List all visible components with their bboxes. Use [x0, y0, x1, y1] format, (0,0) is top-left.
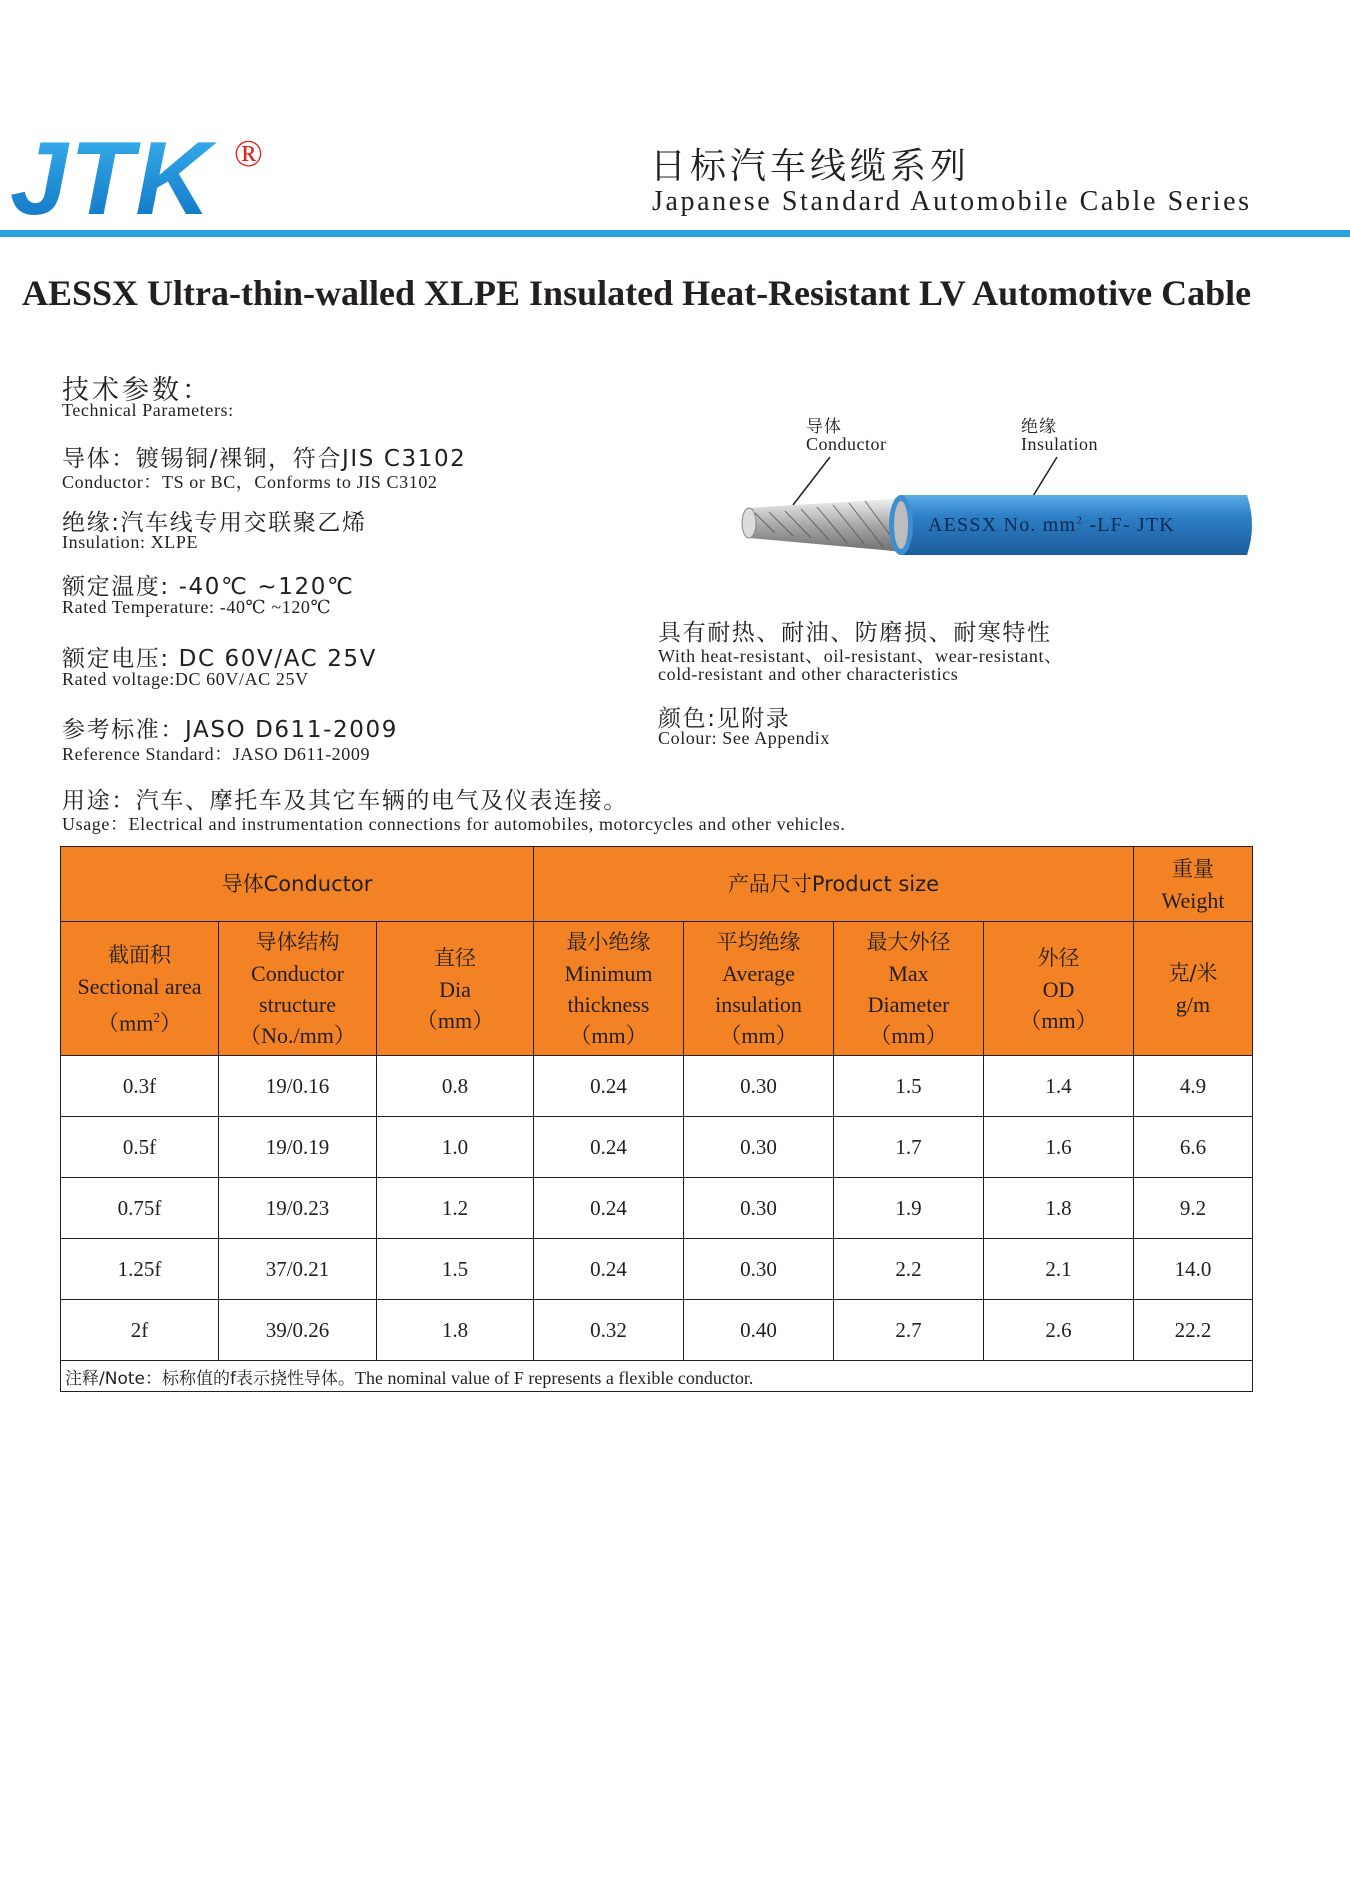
- characteristics-en-line1: With heat-resistant、oil-resistant、wear-resistant、: [658, 646, 1063, 666]
- cell-dia: 1.5: [377, 1239, 534, 1300]
- cell-min-thickness: 0.24: [534, 1117, 684, 1178]
- cell-sectional-area: 0.75f: [61, 1178, 219, 1239]
- svg-text:®: ®: [234, 133, 263, 175]
- cell-conductor-structure: 39/0.26: [219, 1300, 377, 1361]
- cell-od: 1.6: [984, 1117, 1134, 1178]
- tech-params-heading-en: Technical Parameters:: [62, 400, 234, 420]
- table-group-header-row: [61, 847, 1253, 922]
- group-header-conductor: 导体Conductor: [61, 847, 534, 922]
- insulation-spec-cn: 绝缘:汽车线专用交联聚乙烯: [62, 510, 367, 536]
- cell-od: 2.1: [984, 1239, 1134, 1300]
- cell-avg-insulation: 0.30: [684, 1239, 834, 1300]
- cell-sectional-area: 2f: [61, 1300, 219, 1361]
- series-title-en: Japanese Standard Automobile Cable Series: [652, 186, 1252, 217]
- col-header-min-thickness: 最小绝缘 Minimum thickness （mm）: [534, 922, 684, 1056]
- usage-en: Usage：Electrical and instrumentation connections for automobiles, motorcycles and other vehicles.: [62, 814, 846, 834]
- cell-min-thickness: 0.32: [534, 1300, 684, 1361]
- col-header-sectional-area: 截面积 Sectional area $(mm^2)$: [61, 922, 219, 1056]
- conductor-label-en: Conductor: [806, 434, 887, 454]
- usage-cn: 用途：汽车、摩托车及其它车辆的电气及仪表连接。: [62, 788, 628, 814]
- product-title: AESSX Ultra-thin-walled XLPE Insulated Heat-Resistant LV Automotive Cable: [22, 273, 1252, 313]
- cell-avg-insulation: 0.30: [684, 1178, 834, 1239]
- svg-text:JTK: JTK: [10, 128, 213, 228]
- cell-conductor-structure: 19/0.16: [219, 1056, 377, 1117]
- cell-max-diameter: 1.9: [834, 1178, 984, 1239]
- cable-print-marking: AESSX No. $mm^2$ -LF- JTK: [928, 514, 1175, 536]
- cell-conductor-structure: 37/0.21: [219, 1239, 377, 1300]
- col-header-avg-insulation: 平均绝缘 Average insulation （mm）: [684, 922, 834, 1056]
- table-note-row: [61, 1361, 1253, 1392]
- table-row: [61, 1117, 1253, 1178]
- conductor-spec-cn: 导体：镀锡铜/裸铜，符合JIS C3102: [62, 446, 467, 472]
- rated-temperature-cn: 额定温度: -40℃ ~120℃: [62, 574, 355, 600]
- header-divider: [0, 230, 1350, 237]
- cell-avg-insulation: 0.30: [684, 1056, 834, 1117]
- jtk-logo: [8, 128, 278, 228]
- cell-max-diameter: 2.7: [834, 1300, 984, 1361]
- cell-max-diameter: 2.2: [834, 1239, 984, 1300]
- series-title-cn: 日标汽车线缆系列: [650, 146, 971, 187]
- col-header-dia: 直径 Dia （mm）: [377, 922, 534, 1056]
- cell-min-thickness: 0.24: [534, 1239, 684, 1300]
- table-row: [61, 1178, 1253, 1239]
- reference-standard-en: Reference Standard：JASO D611-2009: [62, 744, 371, 764]
- spec-table: [60, 846, 1253, 1392]
- cell-weight: 9.2: [1134, 1178, 1253, 1239]
- cell-avg-insulation: 0.30: [684, 1117, 834, 1178]
- insulation-spec-en: Insulation: XLPE: [62, 532, 199, 552]
- cell-avg-insulation: 0.40: [684, 1300, 834, 1361]
- reference-standard-cn: 参考标准：JASO D611-2009: [62, 717, 398, 743]
- colour-en: Colour: See Appendix: [658, 728, 830, 748]
- col-header-conductor-structure: 导体结构 Conductor structure （No./mm）: [219, 922, 377, 1056]
- cell-od: 2.6: [984, 1300, 1134, 1361]
- cell-conductor-structure: 19/0.23: [219, 1178, 377, 1239]
- insulation-label-cn: 绝缘: [1021, 417, 1057, 437]
- cell-weight: 6.6: [1134, 1117, 1253, 1178]
- table-row: [61, 1300, 1253, 1361]
- colour-cn: 颜色:见附录: [658, 706, 791, 732]
- table-note: 注释/Note：标称值的f表示挠性导体。The nominal value of F represents a flexible conductor.: [61, 1361, 1253, 1392]
- conductor-spec-en: Conductor：TS or BC，Conforms to JIS C3102: [62, 472, 438, 492]
- rated-temperature-en: Rated Temperature: -40℃ ~120℃: [62, 597, 332, 617]
- cell-min-thickness: 0.24: [534, 1056, 684, 1117]
- cell-od: 1.4: [984, 1056, 1134, 1117]
- col-header-max-diameter: 最大外径 Max Diameter （mm）: [834, 922, 984, 1056]
- group-header-product-size: 产品尺寸Product size: [534, 847, 1134, 922]
- col-header-weight-gm: 克/米 g/m: [1134, 922, 1253, 1056]
- cell-dia: 1.2: [377, 1178, 534, 1239]
- table-row: [61, 1239, 1253, 1300]
- rated-voltage-cn: 额定电压: DC 60V/AC 25V: [62, 646, 377, 672]
- table-column-header-row: [61, 922, 1253, 1056]
- cell-min-thickness: 0.24: [534, 1178, 684, 1239]
- cell-sectional-area: 0.3f: [61, 1056, 219, 1117]
- cable-illustration: [735, 395, 1265, 575]
- conductor-label-cn: 导体: [806, 417, 842, 437]
- characteristics-en-line2: cold-resistant and other characteristics: [658, 664, 959, 684]
- cell-sectional-area: 0.5f: [61, 1117, 219, 1178]
- tech-params-heading-cn: 技术参数：: [62, 375, 212, 406]
- cell-conductor-structure: 19/0.19: [219, 1117, 377, 1178]
- cell-dia: 0.8: [377, 1056, 534, 1117]
- cell-max-diameter: 1.7: [834, 1117, 984, 1178]
- group-header-weight: 重量 Weight: [1134, 847, 1253, 922]
- characteristics-cn: 具有耐热、耐油、防磨损、耐寒特性: [658, 620, 1052, 646]
- cell-weight: 22.2: [1134, 1300, 1253, 1361]
- insulation-label-en: Insulation: [1021, 434, 1098, 454]
- cell-max-diameter: 1.5: [834, 1056, 984, 1117]
- cell-sectional-area: 1.25f: [61, 1239, 219, 1300]
- cell-od: 1.8: [984, 1178, 1134, 1239]
- cell-dia: 1.0: [377, 1117, 534, 1178]
- cell-weight: 14.0: [1134, 1239, 1253, 1300]
- rated-voltage-en: Rated voltage:DC 60V/AC 25V: [62, 669, 309, 689]
- cell-weight: 4.9: [1134, 1056, 1253, 1117]
- col-header-od: 外径 OD （mm）: [984, 922, 1134, 1056]
- table-row: [61, 1056, 1253, 1117]
- cell-dia: 1.8: [377, 1300, 534, 1361]
